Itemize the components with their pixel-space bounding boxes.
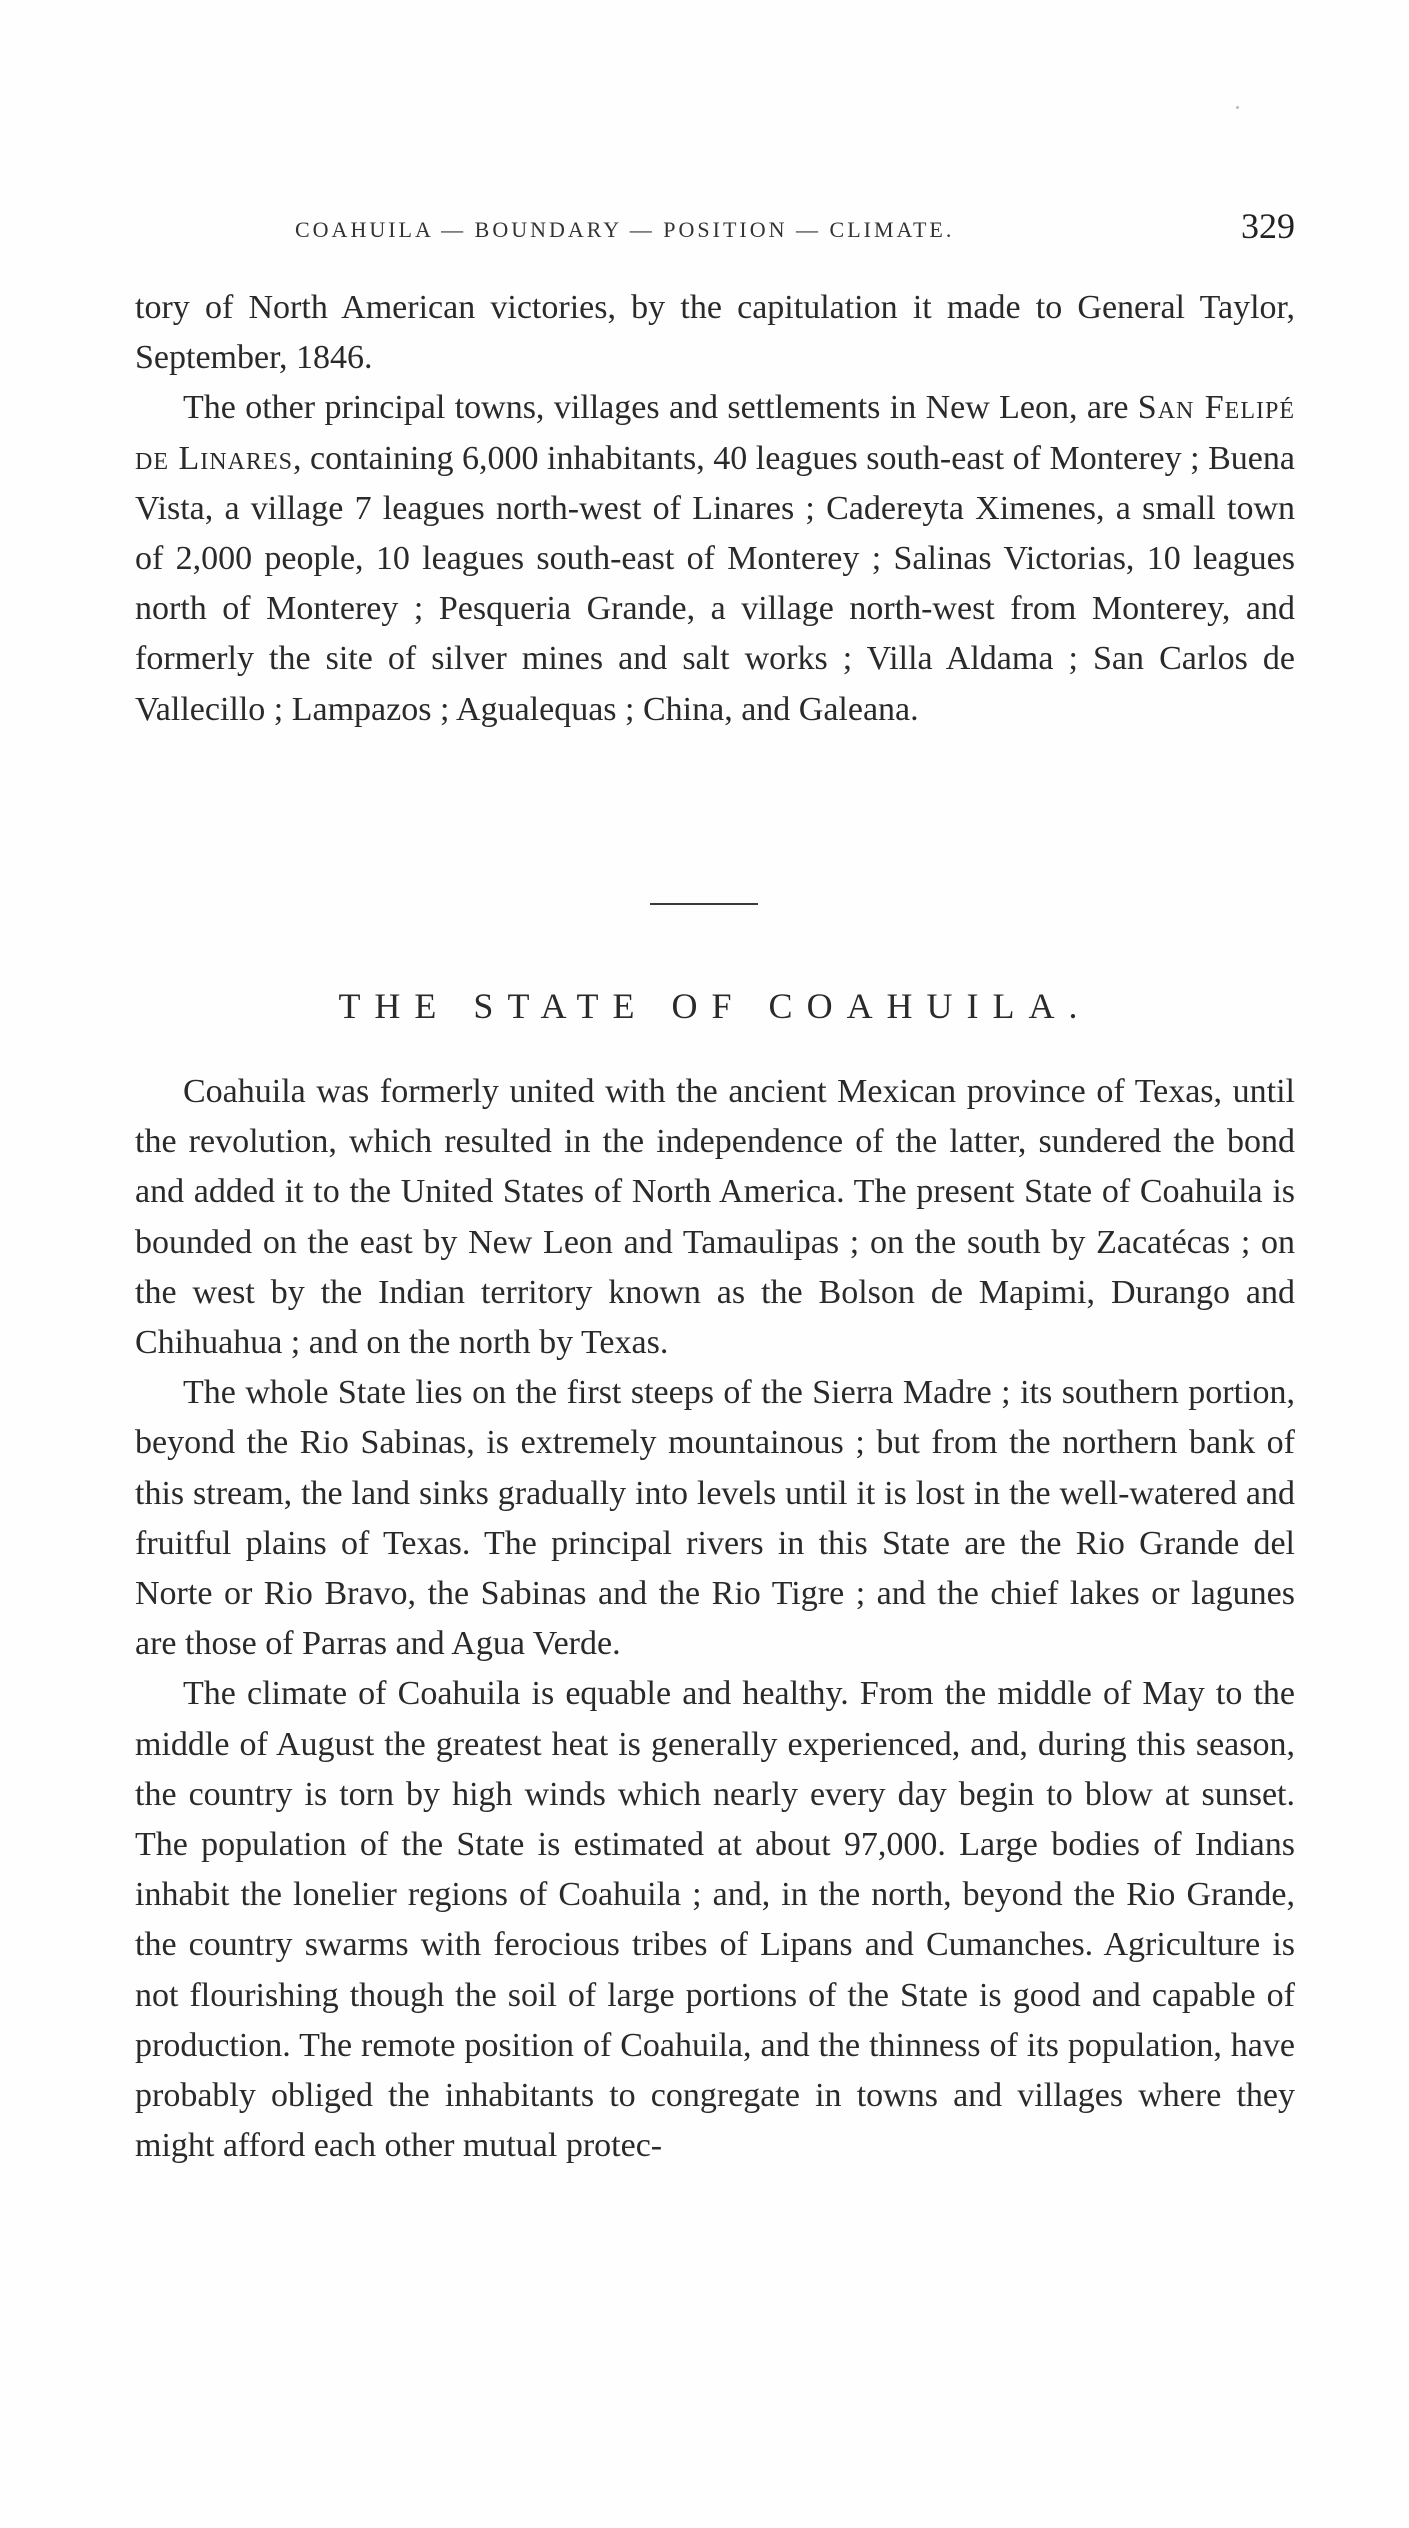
paragraph-climate: The climate of Coahuila is equable and healthy. From the middle of May to the middle of August the greatest heat is generally experienced, and, during this season, the country is torn by high winds which nearly every day begin to blow at sunset. The population of the State is estimated at about 97,000. Large bodies of Indians inhabit the lonelier regions of Coahuila ; and, in the north, beyond the Rio Grande, the country swarms with ferocious tribes of Lipans and Cumanches. Agriculture is not flourishing though the soil of large portions of the State is good and capable of production. The remote position of Coahuila, and the thinness of its population, have probably obliged the inhabitants to congregate in towns and villages where they might afford each other mutual protec-: [135, 1675, 1295, 2165]
running-title: COAHUILA — BOUNDARY — POSITION — CLIMATE.: [295, 217, 955, 242]
running-header: [135, 205, 1295, 255]
paragraph-continuation: tory of North American victories, by the capitulation it made to General Taylor, September, 1846.: [135, 289, 1295, 377]
paragraph-towns-rest: , containing 6,000 inhabitants, 40 leagues south-east of Monterey ; Buena Vista, a village 7 leagues north-west of Linares ; Cadereyta Ximenes, a small town of 2,000 people, 10 leagues south-east of Monterey ; Salinas Victorias, 10 leagues north of Monterey ; Pesqueria Grande, a village north-west from Monterey, and formerly the site of silver mines and salt works ; Villa Aldama ; San Carlos de Vallecillo ; Lampazos ; Agualequas ; China, and Galeana.: [135, 439, 1295, 728]
paper-speck: [1236, 106, 1239, 109]
new-leon-text-block: [135, 283, 1295, 735]
page-number: 329: [1241, 206, 1295, 246]
paragraph-towns-lead: The other principal towns, villages and settlements in New Leon, are: [183, 389, 1138, 427]
paragraph-towns: [135, 383, 1295, 734]
section-divider-rule: [650, 903, 758, 905]
place-name-smallcaps: San Felipé de Linares: [135, 389, 1295, 477]
section-heading: THE STATE OF COAHUILA.: [338, 986, 1092, 1026]
coahuila-text-block: [135, 1067, 1295, 2171]
paragraph-history: Coahuila was formerly united with the ancient Mexican province of Texas, until the revolution, which resulted in the independence of the latter, sundered the bond and added it to the United States of North America. The present State of Coahuila is bounded on the east by New Leon and Tamaulipas ; on the south by Zacatécas ; on the west by the Indian territory known as the Bolson de Mapimi, Durango and Chihuahua ; and on the north by Texas.: [135, 1073, 1295, 1362]
paragraph-geography: The whole State lies on the first steeps of the Sierra Madre ; its southern portion, beyond the Rio Sabinas, is extremely mountainous ; but from the northern bank of this stream, the land sinks gradually into levels until it is lost in the well-watered and fruitful plains of Texas. The principal rivers in this State are the Rio Grande del Norte or Rio Bravo, the Sabinas and the Rio Tigre ; and the chief lakes or lagunes are those of Parras and Agua Verde.: [135, 1374, 1295, 1663]
